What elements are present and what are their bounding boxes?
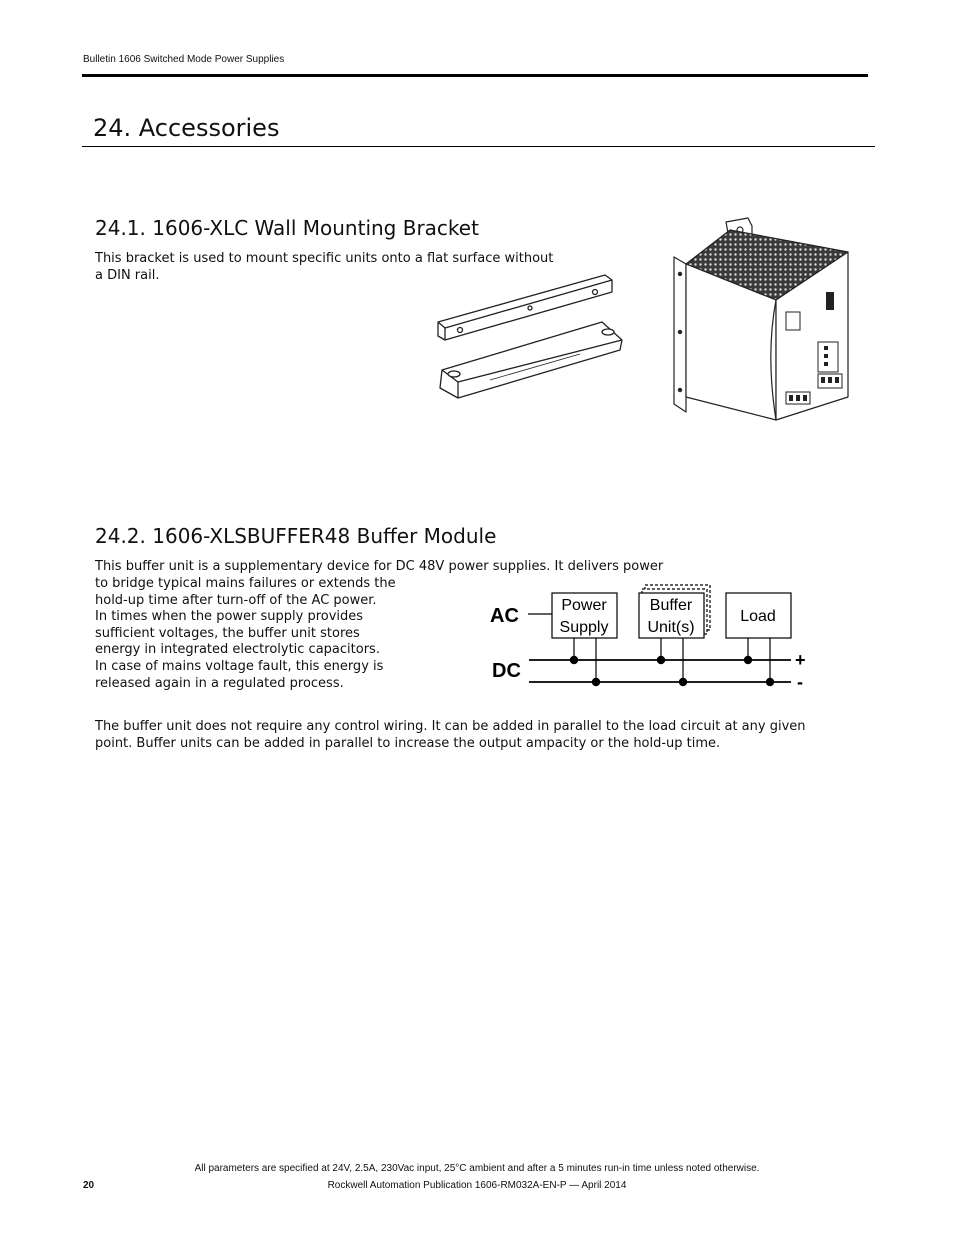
footer-note: All parameters are specified at 24V, 2.5A, 230Vac input, 25°C ambient and after a 5 minutes run-in time unless noted otherwise. [194, 1163, 760, 1174]
junction-dot [744, 656, 752, 664]
buffer-description-line: In times when the power supply provides [95, 609, 364, 625]
mounted-unit-image [668, 212, 858, 424]
subsection-title-buffer: 24.2. 1606-XLSBUFFER48 Buffer Module [95, 524, 497, 548]
buffer-intro: This buffer unit is a supplementary device for DC 48V power supplies. It delivers power [95, 559, 664, 574]
power-supply-label-line2: Supply [559, 619, 609, 636]
page-number: 20 [83, 1180, 95, 1191]
buffer-label-line2: Unit(s) [647, 619, 695, 636]
buffer-closing-text [95, 719, 806, 752]
bracket-description-line: a DIN rail. [95, 267, 160, 283]
junction-dot [679, 678, 687, 686]
buffer-label-line1: Buffer [649, 597, 693, 614]
buffer-description [95, 576, 396, 692]
buffer-closing-line: point. Buffer units can be added in parallel to increase the output ampacity or the hold-up time. [95, 735, 721, 751]
dc-label: DC [492, 660, 521, 682]
section-title: 24. Accessories [93, 114, 280, 142]
footer-publication: Rockwell Automation Publication 1606-RM032A-EN-P — April 2014 [327, 1180, 627, 1191]
ac-label: AC [490, 605, 519, 627]
buffer-description-line: sufficient voltages, the buffer unit stores [95, 625, 360, 641]
buffer-closing-line: The buffer unit does not require any control wiring. It can be added in parallel to the load circuit at any given [95, 719, 806, 734]
buffer-description-line: hold-up time after turn-off of the AC power. [95, 592, 377, 608]
wall-bracket-image [430, 270, 635, 405]
buffer-description-line: In case of mains voltage fault, this energy is [95, 658, 384, 674]
buffer-description-line: energy in integrated electrolytic capacitors. [95, 642, 380, 658]
load-label: Load [740, 608, 776, 625]
header-rule [82, 74, 868, 77]
junction-dot [657, 656, 665, 664]
running-header: Bulletin 1606 Switched Mode Power Supplies [83, 54, 285, 65]
plus-label: + [795, 650, 806, 670]
subsection-title-bracket: 24.1. 1606-XLC Wall Mounting Bracket [95, 216, 479, 240]
junction-dot [570, 656, 578, 664]
junction-dot [766, 678, 774, 686]
minus-label: - [797, 672, 803, 690]
buffer-description-line: to bridge typical mains failures or extends the [95, 576, 396, 591]
buffer-description-line: released again in a regulated process. [95, 675, 344, 691]
junction-dot [592, 678, 600, 686]
section-rule [82, 146, 875, 147]
power-supply-label-line1: Power [561, 597, 607, 614]
buffer-wiring-diagram [484, 580, 814, 690]
bracket-description-line: This bracket is used to mount specific units onto a flat surface without [95, 251, 554, 266]
